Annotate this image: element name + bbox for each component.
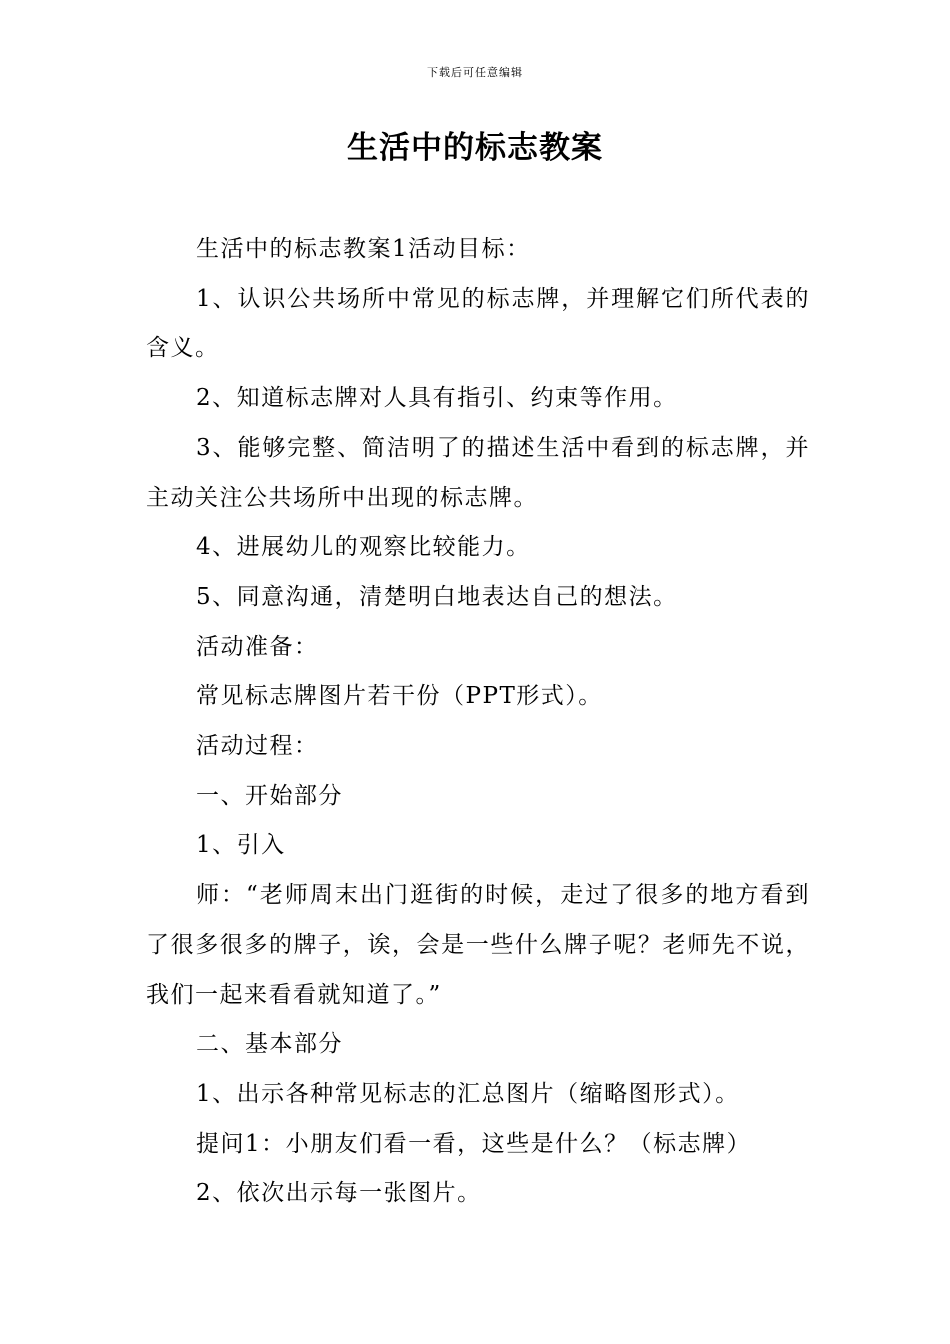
paragraph: 二、基本部分	[196, 1031, 343, 1058]
header-note: 下载后可任意编辑	[427, 66, 523, 79]
paragraph: 生活中的标志教案1活动目标：	[196, 236, 531, 262]
paragraph: 1、认识公共场所中常见的标志牌，并理解它们所代表的含义。	[146, 285, 810, 362]
paragraph: 活动过程：	[196, 733, 319, 760]
paragraph: 提问1：小朋友们看一看，这些是什么？（标志牌）	[196, 1130, 752, 1157]
paragraph: 1、引入	[196, 832, 286, 859]
paragraph: 常见标志牌图片若干份（PPT形式）。	[196, 683, 603, 710]
paragraph: 3、能够完整、简洁明了的描述生活中看到的标志牌，并主动关注公共场所中出现的标志牌。	[146, 434, 810, 511]
document-body	[146, 225, 810, 1219]
paragraph: 2、知道标志牌对人具有指引、约束等作用。	[196, 385, 678, 412]
paragraph: 一、开始部分	[196, 782, 343, 809]
paragraph: 1、出示各种常见标志的汇总图片（缩略图形式）。	[196, 1080, 740, 1107]
paragraph: 活动准备：	[196, 633, 319, 660]
paragraph: 4、进展幼儿的观察比较能力。	[196, 534, 531, 561]
document-title: 生活中的标志教案	[347, 130, 603, 166]
paragraph: 5、同意沟通，清楚明白地表达自己的想法。	[196, 583, 678, 610]
paragraph: 师：“老师周末出门逛街的时候，走过了很多的地方看到了很多很多的牌子，诶，会是一些什么牌子呢？老师先不说，我们一起来看看就知道了。”	[146, 882, 810, 1008]
paragraph: 2、依次出示每一张图片。	[196, 1180, 482, 1207]
